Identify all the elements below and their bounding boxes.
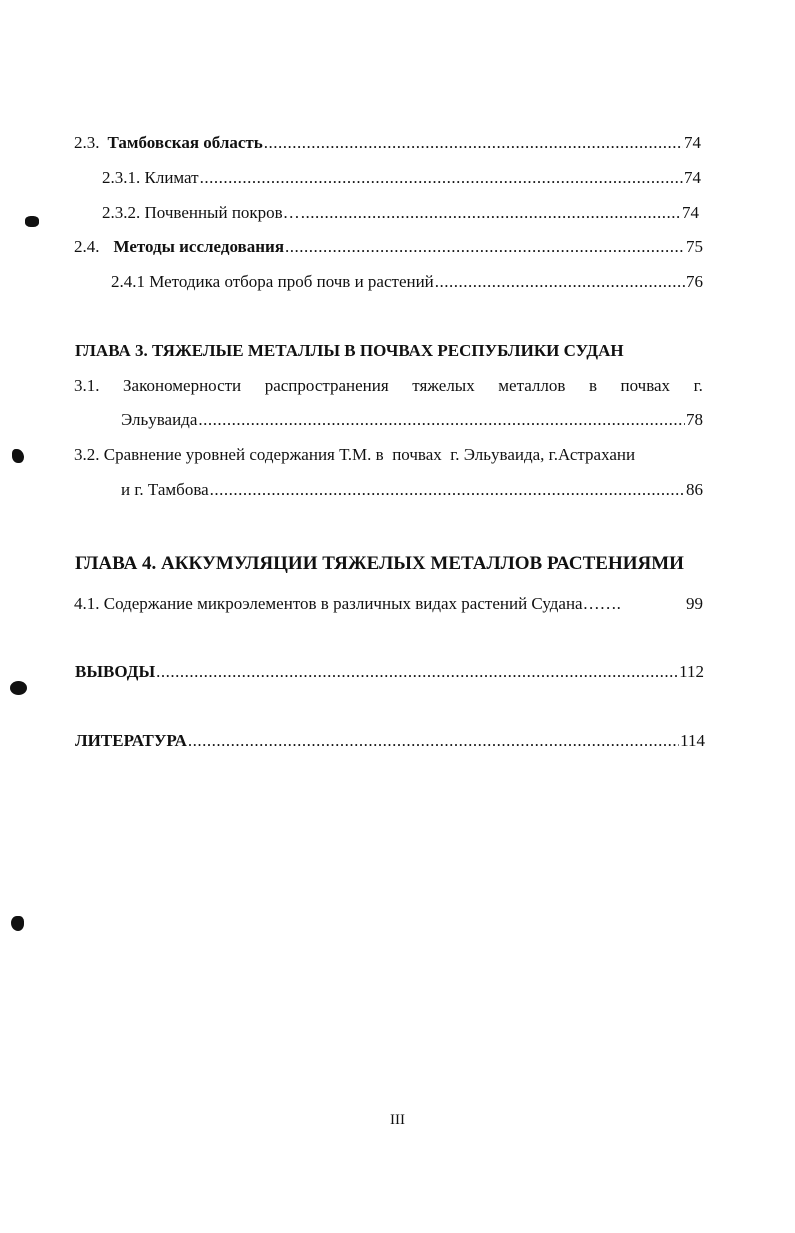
toc-entry-title: ВЫВОДЫ	[75, 662, 156, 681]
toc-entry-2-4	[74, 237, 703, 257]
toc-entry-3-1-line1	[74, 376, 703, 396]
toc-entry-literature	[75, 731, 705, 751]
toc-entry-title: 4.1. Содержание микроэлементов в различных видах растений Судана…….	[74, 594, 621, 613]
toc-entry-page: 78	[686, 410, 703, 429]
toc-word: г.	[693, 376, 703, 395]
toc-entry-conclusions	[75, 662, 704, 682]
toc-entry-title: Тамбовская область	[107, 133, 263, 152]
toc-entry-page: 74	[684, 168, 701, 187]
toc-entry-number: 2.4.	[74, 237, 100, 256]
dot-leader	[285, 237, 685, 257]
scan-speck-mark	[11, 916, 24, 931]
toc-entry-page: 75	[686, 237, 703, 256]
scan-speck-mark	[25, 216, 39, 227]
toc-entry-title: 2.3.2. Почвенный покров…	[102, 203, 300, 222]
toc-word: почвах	[620, 376, 671, 395]
toc-entry-title: 3.2. Сравнение уровней содержания Т.М. в почвах г. Эльуваида, г.Астрахани	[74, 445, 636, 464]
toc-entry-2-3-2	[102, 203, 699, 223]
toc-word: металлов	[498, 376, 566, 395]
chapter-4-heading: ГЛАВА 4. АККУМУЛЯЦИИ ТЯЖЕЛЫХ МЕТАЛЛОВ РАСТЕНИЯМИ	[75, 553, 684, 574]
scan-speck-mark	[10, 681, 27, 695]
dot-leader	[264, 133, 683, 153]
toc-entry-page: 74	[682, 203, 699, 222]
toc-entry-title: 2.4.1 Методика отбора проб почв и растений	[111, 272, 434, 291]
toc-entry-page: 86	[686, 480, 703, 499]
toc-entry-2-4-1	[111, 272, 703, 292]
toc-entry-page: 99	[686, 594, 703, 613]
toc-entry-title: и г. Тамбова	[121, 480, 209, 499]
dot-leader	[188, 731, 679, 751]
toc-entry-title: ЛИТЕРАТУРА	[75, 731, 187, 750]
toc-word: тяжелых	[412, 376, 475, 395]
toc-entry-page: 114	[680, 731, 705, 750]
toc-word: Закономерности	[123, 376, 242, 395]
toc-word: 3.1.	[74, 376, 100, 395]
toc-entry-3-2-line2	[121, 480, 703, 500]
toc-entry-title: Эльуваида	[121, 410, 198, 429]
dot-leader	[198, 410, 685, 430]
scan-speck-mark	[12, 449, 24, 463]
toc-entry-3-1-line2	[121, 410, 703, 430]
chapter-3-heading: ГЛАВА 3. ТЯЖЕЛЫЕ МЕТАЛЛЫ В ПОЧВАХ РЕСПУБЛИКИ СУДАН	[75, 341, 624, 360]
toc-word: в	[588, 376, 597, 395]
dot-leader	[435, 272, 685, 292]
dot-leader	[200, 168, 683, 188]
dot-leader	[210, 480, 685, 500]
toc-entry-title: 2.3.1. Климат	[102, 168, 199, 187]
dot-leader	[301, 203, 681, 223]
dot-leader	[156, 662, 678, 682]
toc-entry-number: 2.3.	[74, 133, 100, 152]
toc-entry-page: 112	[679, 662, 704, 681]
toc-entry-page: 74	[684, 133, 701, 152]
toc-word: распространения	[264, 376, 389, 395]
toc-entry-page: 76	[686, 272, 703, 291]
toc-entry-2-3-1	[102, 168, 701, 188]
toc-entry-2-3	[74, 133, 701, 153]
toc-entry-3-2-line1	[74, 445, 635, 465]
page-number-footer: III	[390, 1112, 405, 1128]
toc-entry-title: Методы исследования	[113, 237, 285, 256]
toc-entry-4-1	[74, 594, 703, 614]
